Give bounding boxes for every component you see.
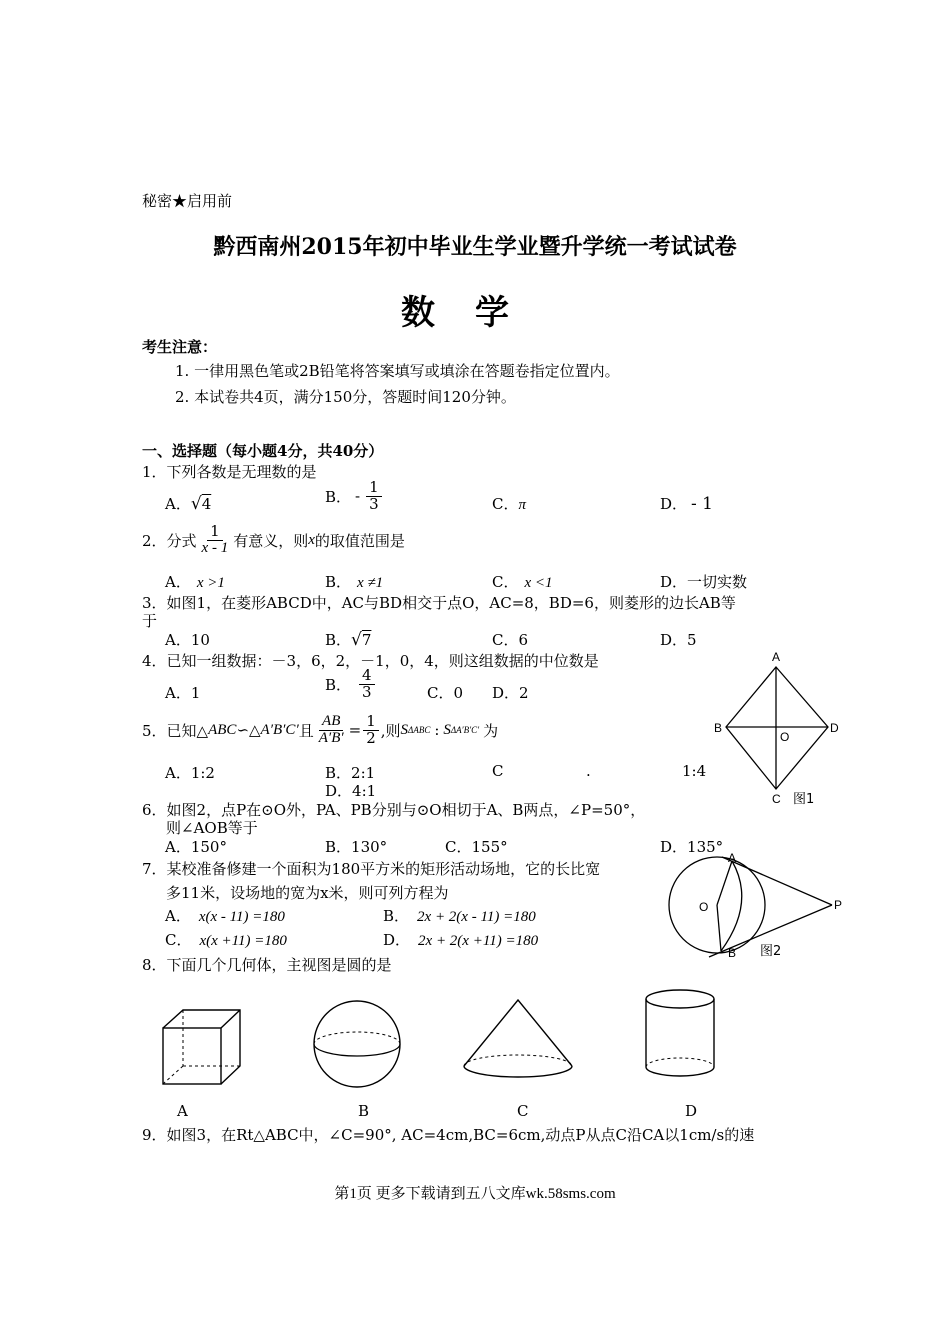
- q8-label-c: C: [517, 1102, 529, 1120]
- q6-option-c: C．155°: [445, 838, 508, 856]
- q7-stem-line1: 7．某校准备修建一个面积为180平方米的矩形活动场地，它的长比宽: [142, 860, 601, 878]
- cone-figure: [460, 996, 580, 1082]
- q6-option-a: A．150°: [165, 838, 227, 856]
- q1-option-a: A．√4: [165, 494, 212, 514]
- q8-label-d: D: [685, 1102, 698, 1120]
- q1-option-b: B． - $\frac{1}{3}$: [325, 480, 384, 513]
- secret-mark: 秘密★启用前: [142, 192, 233, 210]
- q7-option-d: D． 2x + 2(x +11) =180: [383, 931, 539, 949]
- q2-option-c: C． x <1: [492, 573, 553, 591]
- q5-option-a: A．1:2: [165, 764, 215, 782]
- q8-stem: 8．下面几个几何体，主视图是圆的是: [142, 956, 392, 974]
- fig2-label-a: A: [728, 851, 737, 865]
- q1-option-d: D． - 1: [660, 494, 713, 514]
- sphere-figure: [312, 998, 408, 1094]
- q6-option-d: D．135°: [660, 838, 724, 856]
- q4-option-a: A．1: [165, 684, 201, 702]
- q5-option-c-label: C: [492, 762, 504, 780]
- exam-title: 黔西南州2015年初中毕业生学业暨升学统一考试试卷: [213, 234, 737, 260]
- q4-stem: 4．已知一组数据：－3，6，2，－1，0，4，则这组数据的中位数是: [142, 652, 599, 670]
- fig1-label-a: A: [772, 650, 781, 664]
- q6-stem-line2: 则∠AOB等于: [166, 819, 258, 837]
- page-footer: 第1页 更多下载请到五八文库wk.58sms.com: [334, 1186, 616, 1202]
- q2-option-a: A． x >1: [165, 573, 225, 591]
- q3-option-d: D．5: [660, 631, 697, 649]
- cylinder-figure: [643, 985, 723, 1085]
- fig1-caption: 图1: [793, 792, 815, 807]
- q1-stem: 1．下列各数是无理数的是: [142, 463, 317, 481]
- q6-option-b: B．130°: [325, 838, 388, 856]
- q7-option-a: A． x(x - 11) =180: [165, 907, 285, 925]
- q3-stem-line1: 3．如图1，在菱形ABCD中，AC与BD相交于点O，AC=8，BD=6，则菱形的边长AB等: [142, 594, 736, 612]
- q3-option-c: C．6: [492, 631, 529, 649]
- figure-1-rhombus: [700, 645, 850, 810]
- q8-label-a: A: [177, 1102, 188, 1120]
- q3-option-b: B．√7: [325, 630, 372, 650]
- subject-title: 数学: [401, 293, 549, 333]
- q1-option-c: C．π: [492, 495, 526, 513]
- q9-stem: 9．如图3，在Rt△ABC中，∠C=90°, AC=4cm,BC=6cm,动点P从点C沿CA以1cm/s的速: [142, 1126, 755, 1144]
- figure-2-tangents: [660, 845, 860, 967]
- q3-stem-line2: 于: [142, 612, 158, 630]
- q7-stem-line2: 多11米，设场地的宽为x米，则可列方程为: [166, 884, 449, 902]
- q5-option-c-dot: .: [586, 762, 591, 780]
- notice-item-2: 2. 本试卷共4页，满分150分，答题时间120分钟。: [175, 388, 516, 406]
- q7-option-c: C． x(x +11) =180: [165, 931, 287, 949]
- notice-item-1: 1. 一律用黑色笔或2B铅笔将答案填写或填涂在答题卷指定位置内。: [175, 362, 620, 380]
- q7-option-b: B． 2x + 2(x - 11) =180: [383, 907, 536, 925]
- q4-option-b: B． $\frac{4}{3}$: [325, 668, 377, 701]
- cube-figure: [150, 1000, 250, 1092]
- fig1-label-b: B: [714, 721, 723, 735]
- q2-option-b: B． x ≠1: [325, 573, 384, 591]
- q8-label-b: B: [358, 1102, 370, 1120]
- q3-option-a: A．10: [165, 631, 210, 649]
- section-heading: 一、选择题（每小题4分，共40分）: [142, 442, 384, 460]
- fig2-label-b: B: [728, 946, 737, 960]
- fig2-caption: 图2: [760, 944, 782, 959]
- q5-stem: 5．已知△ ABC ∽△ A′B′C′ 且 $\frac{AB}{A'B'}$ = $\frac{1}{2}$ ,则 S ΔABC : S ΔA′B′C′ 为: [142, 712, 499, 747]
- fig1-label-o: O: [780, 730, 790, 744]
- q5-option-d: D．4:1: [325, 782, 377, 800]
- q6-stem-line1: 6．如图2，点P在⊙O外，PA、PB分别与⊙O相切于A、B两点，∠P=50°，: [142, 801, 646, 819]
- q2-option-d: D．一切实数: [660, 573, 748, 591]
- fig1-label-c: C: [772, 792, 781, 806]
- notice-heading: 考生注意：: [142, 338, 218, 356]
- q4-option-d: D．2: [492, 684, 529, 702]
- q4-option-c: C．0: [427, 684, 464, 702]
- q2-stem: 2．分式 $\frac{1}{x - 1}$ 有意义，则 x 的取值范围是: [142, 522, 405, 556]
- fig1-label-d: D: [830, 721, 839, 735]
- fig2-label-o: O: [699, 900, 709, 914]
- fig2-label-p: P: [834, 898, 843, 912]
- q5-option-b: B．2:1: [325, 764, 376, 782]
- q5-option-c-value: 1:4: [682, 762, 707, 780]
